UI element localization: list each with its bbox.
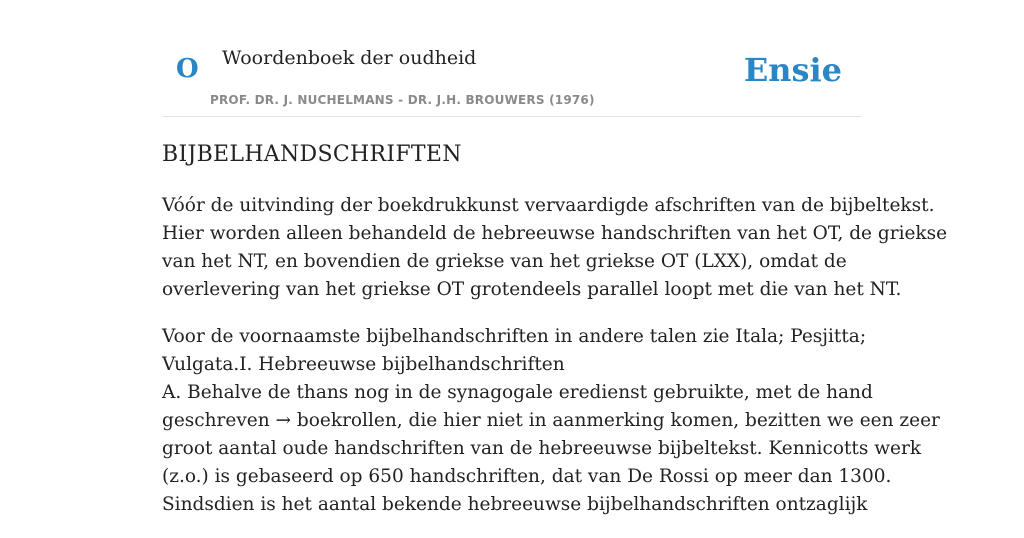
paragraph-second (162, 323, 940, 519)
text-line: van het NT, en bovendien de griekse van het griekse OT (LXX), omdat de (162, 251, 847, 272)
dictionary-title[interactable]: Woordenboek der oudheid (222, 47, 477, 69)
text-line: (z.o.) is gebaseerd op 650 handschriften, dat van De Rossi op meer dan 1300. (162, 466, 892, 487)
ensie-logo[interactable]: Ensie (743, 51, 842, 89)
text-line: Vulgata.I. Hebreeuwse bijbelhandschriften (162, 354, 565, 375)
text-line: A. Behalve de thans nog in de synagogale eredienst gebruikte, met de hand (162, 382, 873, 403)
dictionary-logo-letter[interactable]: O (176, 54, 199, 84)
text-line: Sindsdien is het aantal bekende hebreeuwse bijbelhandschriften ontzaglijk (162, 494, 868, 515)
entry-title: BIJBELHANDSCHRIFTEN (162, 142, 462, 167)
text-line: Vóór de uitvinding der boekdrukkunst vervaardigde afschriften van de bijbeltekst. (162, 195, 935, 216)
text-line: Voor de voornaamste bijbelhandschriften in andere talen zie Itala; Pesjitta; (162, 326, 867, 347)
text-line: Hier worden alleen behandeld de hebreeuwse handschriften van het OT, de griekse (162, 223, 948, 244)
entry-body (162, 192, 948, 538)
text-line: geschreven → boekrollen, die hier niet in aanmerking komen, bezitten we een zeer (162, 410, 940, 431)
dictionary-header (162, 0, 862, 117)
text-line: groot aantal oude handschriften van de hebreeuwse bijbeltekst. Kennicotts werk (162, 438, 922, 459)
dictionary-authors: PROF. DR. J. NUCHELMANS - DR. J.H. BROUWERS (1976) (210, 93, 595, 107)
paragraph-intro (162, 192, 948, 304)
text-line: overlevering van het griekse OT grotendeels parallel loopt met die van het NT. (162, 279, 902, 300)
